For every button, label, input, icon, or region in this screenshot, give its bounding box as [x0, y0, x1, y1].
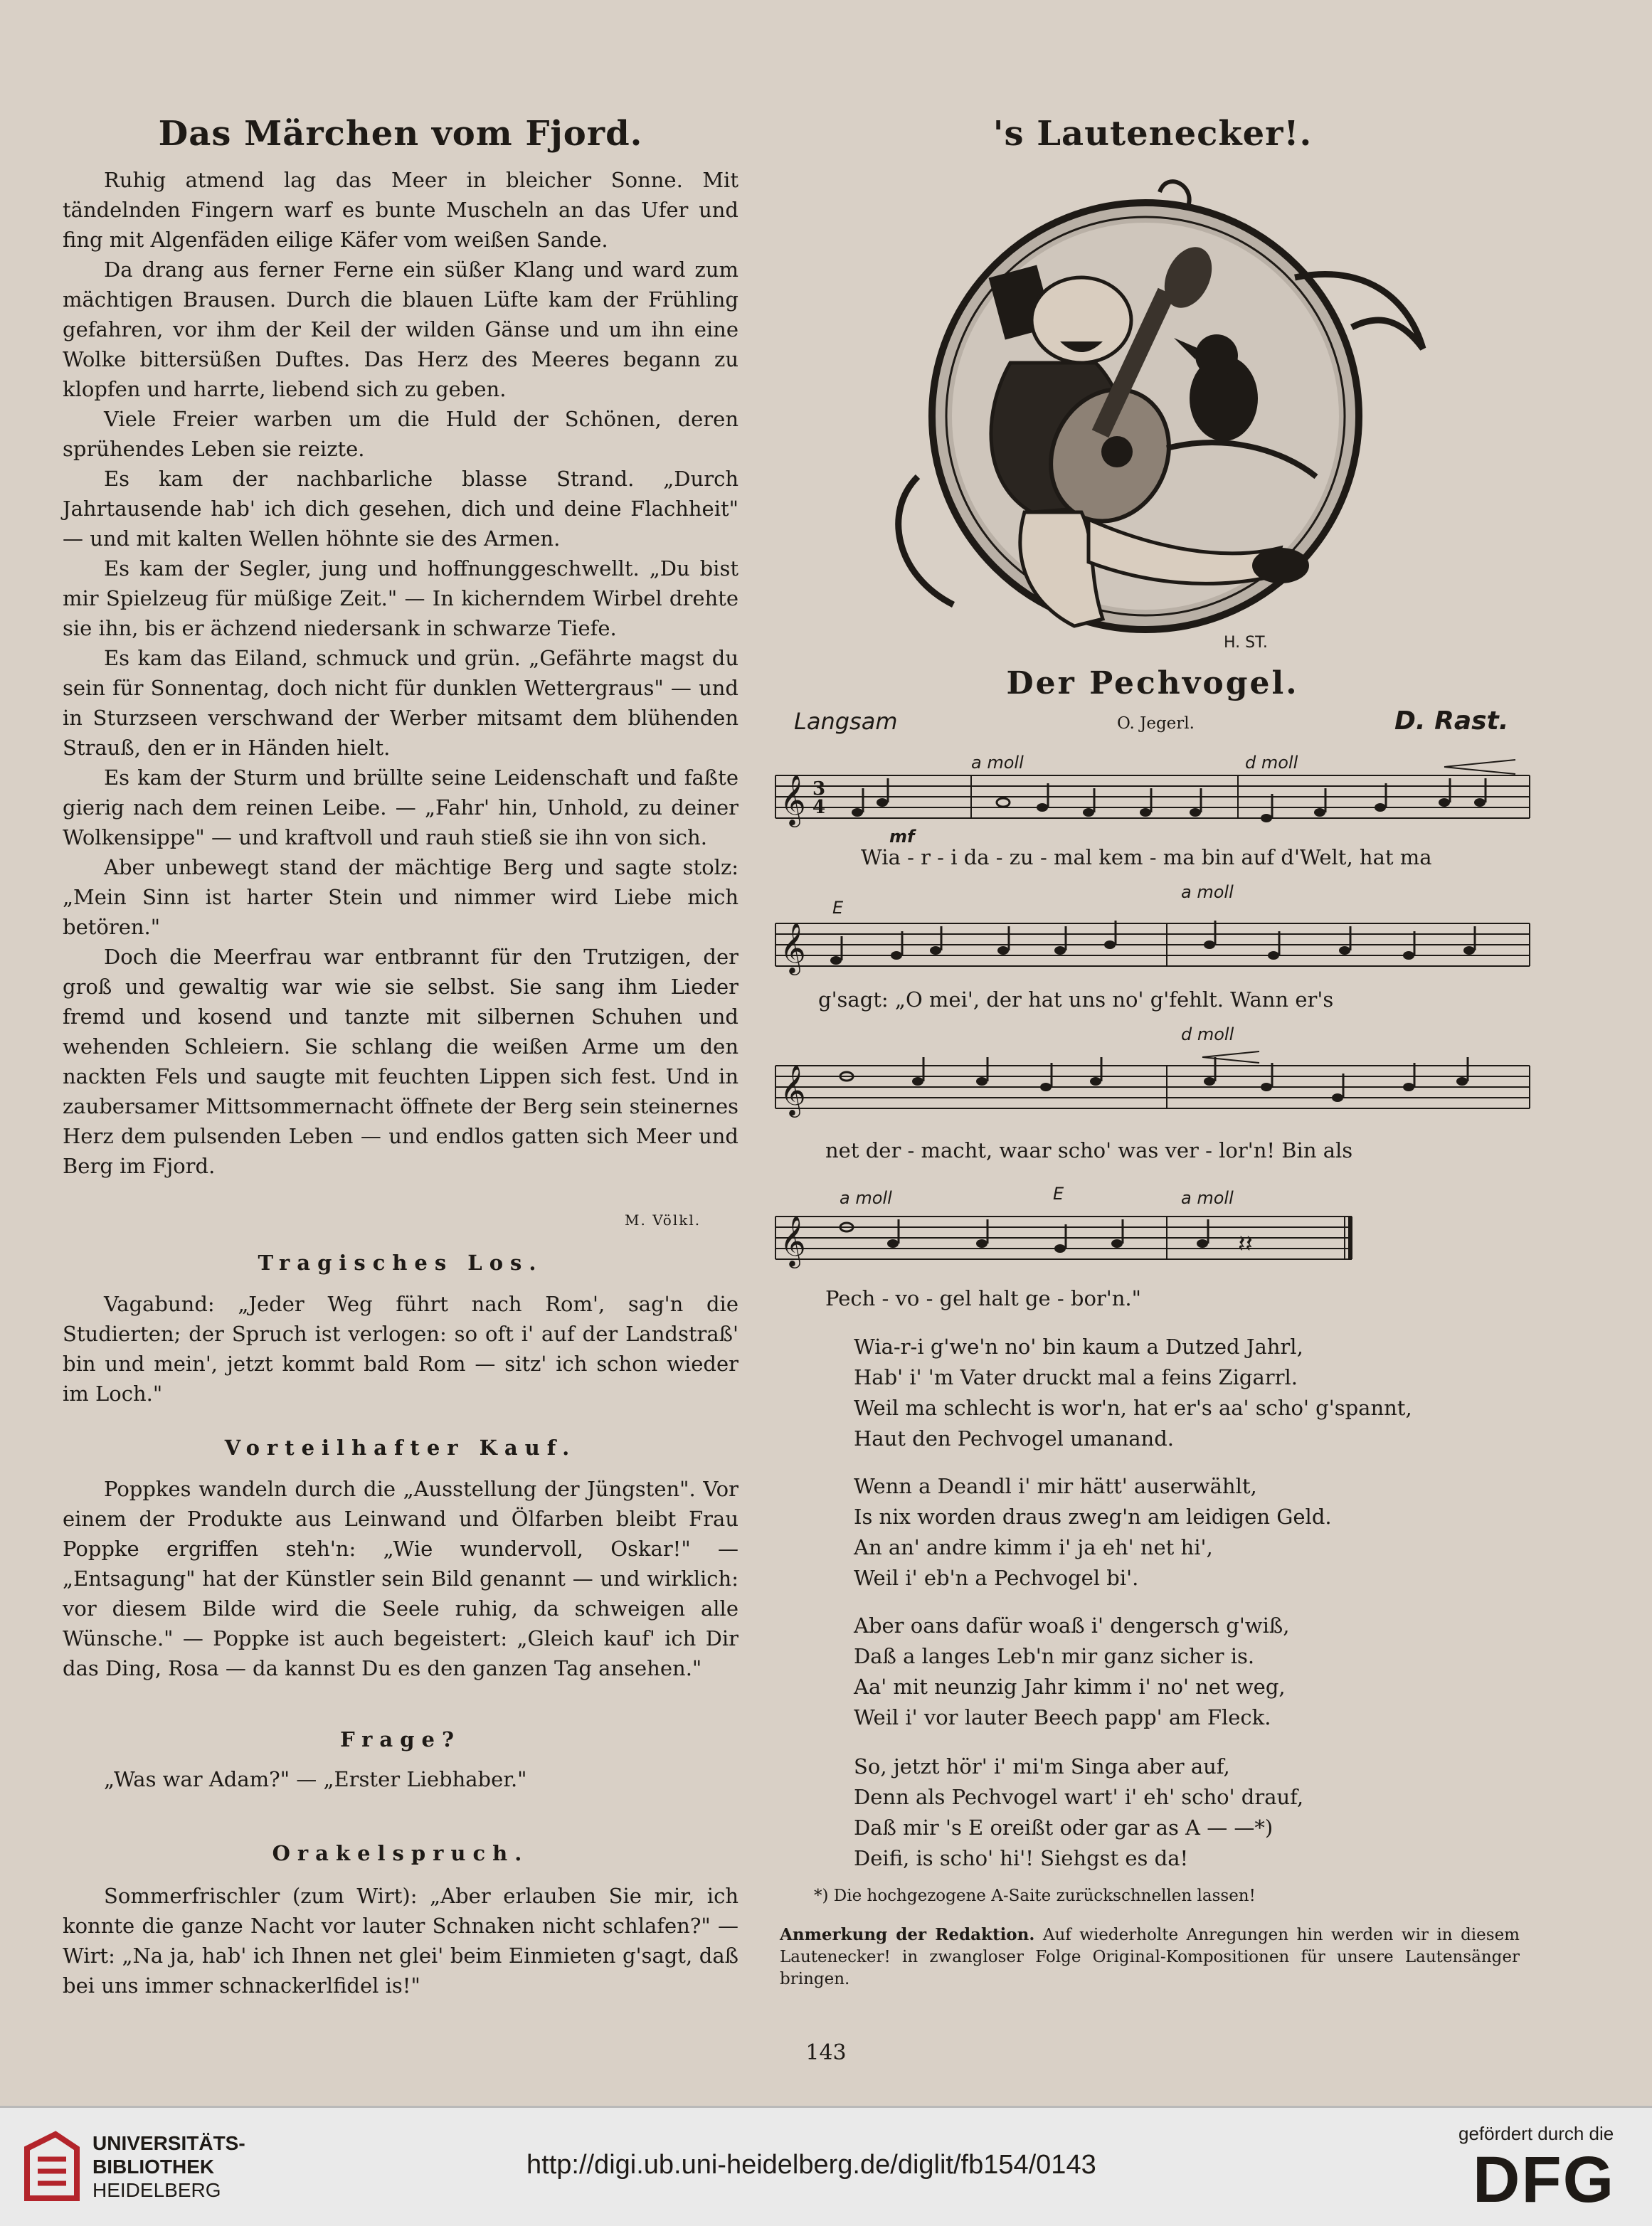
story-paragraph: Es kam der Segler, jung und hoffnunggeschwellt. „Du bist mir Spielzeug für müßige Zeit." — In kicherndem Wirbel drehte sie ihn, bis er ächzend niedersank in schwarze Tiefe. [63, 556, 738, 640]
story-author: M. Völkl. [625, 1212, 701, 1229]
editorial-note [780, 1924, 1520, 1991]
verse-line: Hab' i' 'm Vater druckt mal a feins Zigarrl. [854, 1365, 1298, 1389]
story-text [63, 165, 738, 1181]
section-text-frage [63, 1764, 738, 1794]
permalink-url[interactable]: http://digi.ub.uni-heidelberg.de/diglit/fb154/0143 [526, 2150, 1096, 2180]
lyricist: O. Jegerl. [1117, 714, 1195, 733]
chord-label: d moll [1245, 753, 1298, 773]
chord-label: E [1053, 1184, 1064, 1204]
song-verse-2 [854, 1471, 1332, 1594]
story-paragraph: Ruhig atmend lag das Meer in bleicher Sonne. Mit tändelnden Fingern warf es bunte Muscheln an das Ufer und fing mit Algenfäden eilige Käfer vom weißen Sande. [63, 168, 738, 252]
lyric-line-3: net der - macht, waar scho' was ver - lor'n! Bin als [825, 1138, 1353, 1162]
verse-line: Weil ma schlecht is wor'n, hat er's aa' scho' g'spannt, [854, 1396, 1412, 1420]
svg-text:𝄞: 𝄞 [780, 1214, 806, 1266]
svg-text:𝄞: 𝄞 [780, 773, 806, 825]
verse-line: Weil i' vor lauter Beech papp' am Fleck. [854, 1705, 1271, 1729]
section-paragraph: „Was war Adam?" — „Erster Liebhaber." [104, 1767, 527, 1791]
chord-label: a moll [1181, 882, 1234, 902]
library-name-line: HEIDELBERG [92, 2179, 221, 2201]
story-paragraph: Es kam der Sturm und brüllte seine Leidenschaft und faßte gierig nach dem reinen Leibe. — „Fahr' hin, Unhold, zu deiner Wolkensippe" — und kraftvoll und rauh stieß sie ihn von sich. [63, 765, 738, 849]
story-paragraph: Aber unbewegt stand der mächtige Berg und sagte stolz: „Mein Sinn ist harter Stein und nimmer wird Liebe mich betören." [63, 855, 738, 939]
verse-line: Deifi, is scho' hi'! Siehgst es da! [854, 1846, 1189, 1870]
svg-text:𝄞: 𝄞 [780, 1064, 806, 1115]
story-paragraph: Doch die Meerfrau war entbrannt für den Trutzigen, der groß und gewaltig war wie sie selbst. Sie sang ihm Lieder fremd und kosend und tanzte mit silbernen Schuhen und wehenden Schleiern. Sie schlang die weißen Arme um den nackten Fels und saugte mit feuchten Lippen sich fest. Und in zaubersamer Mittsommernacht öffnete der Berg sein steinernes Herz dem pulsenden Leben — und endlos gatten sich Meer und Berg im Fjord. [63, 945, 738, 1178]
section-text-vorteilhafter-kauf [63, 1474, 738, 1683]
section-text-tragisches-los [63, 1289, 738, 1409]
chord-label: a moll [1181, 1188, 1234, 1208]
song-verse-4 [854, 1751, 1303, 1874]
chord-label: d moll [1181, 1024, 1234, 1044]
composer: D. Rast. [1394, 706, 1509, 736]
music-staff-2 [768, 895, 1537, 987]
library-name-line: BIBLIOTHEK [92, 2156, 215, 2178]
funding-note: gefördert durch die [1458, 2123, 1614, 2144]
story-paragraph: Es kam das Eiland, schmuck und grün. „Gefährte magst du sein für Sonnentag, doch nicht für dunklen Wettergraus" — und in Sturzseen verschwand der Werber mitsamt dem blühenden Strauß, den er in Händen hielt. [63, 646, 738, 760]
lyric-line-2: g'sagt: „O mei', der hat uns no' g'fehlt. Wann er's [818, 987, 1334, 1012]
verse-line: Daß a langes Leb'n mir ganz sicher is. [854, 1644, 1255, 1668]
verse-line: Wia-r-i g'we'n no' bin kaum a Dutzed Jahrl, [854, 1335, 1303, 1359]
illustration-signature: H. ST. [1224, 634, 1268, 652]
university-library-logo-icon [20, 2127, 84, 2205]
svg-text:3: 3 [812, 778, 826, 800]
column-title: 's Lautenecker!. [992, 114, 1313, 154]
dynamic-marking: mf [889, 827, 915, 847]
song-verse-1 [854, 1332, 1412, 1454]
section-title-frage: Frage? [340, 1727, 461, 1751]
chord-label: a moll [971, 753, 1024, 773]
music-staff-3 [768, 1037, 1537, 1130]
verse-line: Aber oans dafür woaß i' dengersch g'wiß, [854, 1613, 1290, 1638]
verse-line: Is nix worden draus zweg'n am leidigen Geld. [854, 1505, 1332, 1529]
footer-divider [0, 2106, 1652, 2108]
story-paragraph: Es kam der nachbarliche blasse Strand. „Durch Jahrtausende hab' ich dich gesehen, dich und deine Flachheit" — und mit kalten Wellen höhnte sie des Armen. [63, 467, 738, 551]
verse-line: Daß mir 's E oreißt oder gar as A — —*) [854, 1816, 1274, 1840]
song-verse-3 [854, 1611, 1289, 1733]
svg-text:𝄞: 𝄞 [780, 921, 806, 973]
section-title-vorteilhafter-kauf: Vorteilhafter Kauf. [224, 1436, 577, 1460]
section-title-orakelspruch: Orakelspruch. [272, 1841, 529, 1865]
verse-line: Aa' mit neunzig Jahr kimm i' no' net weg, [854, 1675, 1286, 1699]
verse-line: Wenn a Deandl i' mir hätt' auserwählt, [854, 1474, 1257, 1498]
verse-line: So, jetzt hör' i' mi'm Singa aber auf, [854, 1754, 1230, 1779]
story-title: Das Märchen vom Fjord. [158, 114, 643, 154]
page-number: 143 [805, 2040, 847, 2065]
svg-text:4: 4 [812, 797, 826, 818]
footnote: *) Die hochgezogene A-Saite zurückschnellen lassen! [814, 1887, 1256, 1905]
section-paragraph: Vagabund: „Jeder Weg führt nach Rom', sag'n die Studierten; der Spruch ist verlogen: so oft i' auf der Landstraß' bin und mein', jetzt kommt bald Rom — sitz' ich schon wieder im Loch." [63, 1292, 738, 1406]
story-paragraph: Da drang aus ferner Ferne ein süßer Klang und ward zum mächtigen Brausen. Durch die blauen Lüfte kam der Frühling gefahren, vor ihm der Keil der wilden Gänse und um ihn eine Wolke bittersüßen Duftes. Das Herz des Meeres begann zu klopfen und harrte, liebend sich zu geben. [63, 258, 738, 401]
library-name [92, 2131, 245, 2202]
section-title-tragisches-los: Tragisches Los. [258, 1251, 544, 1275]
svg-text:𝄽𝄽: 𝄽𝄽 [1238, 1230, 1253, 1258]
section-paragraph: Poppkes wandeln durch die „Ausstellung der Jüngsten". Vor einem der Produkte aus Leinwand und Ölfarben bleibt Frau Poppke ergriffen steh'n: „Wie wundervoll, Oskar!" — „Entsagung" hat der Künstler sein Bild genannt — und wirklich: vor diesem Bilde wird die Seele ruhig, da schweigen alle Wünsche." — Poppke ist auch begeistert: „Gleich kauf' ich Dir das Ding, Rosa — da kannst Du es den ganzen Tag ansehen." [63, 1477, 738, 1680]
tempo-marking: Langsam [794, 708, 898, 735]
verse-line: Denn als Pechvogel wart' i' eh' scho' drauf, [854, 1785, 1304, 1809]
lyric-line-4: Pech - vo - gel halt ge - bor'n." [825, 1286, 1141, 1310]
lute-player-illustration [854, 178, 1451, 654]
song-title: Der Pechvogel. [1006, 665, 1299, 701]
verse-line: An an' andre kimm i' ja eh' net hi', [854, 1535, 1213, 1559]
dfg-logo: DFG [1473, 2143, 1616, 2216]
music-staff-1 [768, 747, 1537, 839]
verse-line: Haut den Pechvogel umanand. [854, 1426, 1174, 1451]
section-paragraph: Sommerfrischler (zum Wirt): „Aber erlauben Sie mir, ich konnte die ganze Nacht vor lauter Schnaken nicht schlafen?" — Wirt: „Na ja, hab' ich Ihnen net glei' beim Einmieten g'sagt, daß bei uns immer schnackerlfidel is!" [63, 1884, 738, 1998]
chord-label: a moll [840, 1188, 892, 1208]
section-text-orakelspruch [63, 1881, 738, 2000]
library-name-line: UNIVERSITÄTS- [92, 2132, 245, 2154]
digitization-footer [0, 2106, 1652, 2226]
story-paragraph: Viele Freier warben um die Huld der Schönen, deren sprühendes Leben sie reizte. [63, 407, 738, 461]
verse-line: Weil i' eb'n a Pechvogel bi'. [854, 1566, 1139, 1590]
editorial-note-label: Anmerkung der Redaktion. [780, 1925, 1035, 1944]
lyric-line-1: Wia - r - i da - zu - mal kem - ma bin auf d'Welt, hat ma [861, 845, 1432, 869]
editorial-note-text: Auf wiederholte Anregungen hin werden wir in diesem Lautenecker! in zwangloser Folge Original-Kompositionen für unsere Lautensänger bringen. [780, 1926, 1520, 1988]
chord-label: E [832, 898, 844, 918]
